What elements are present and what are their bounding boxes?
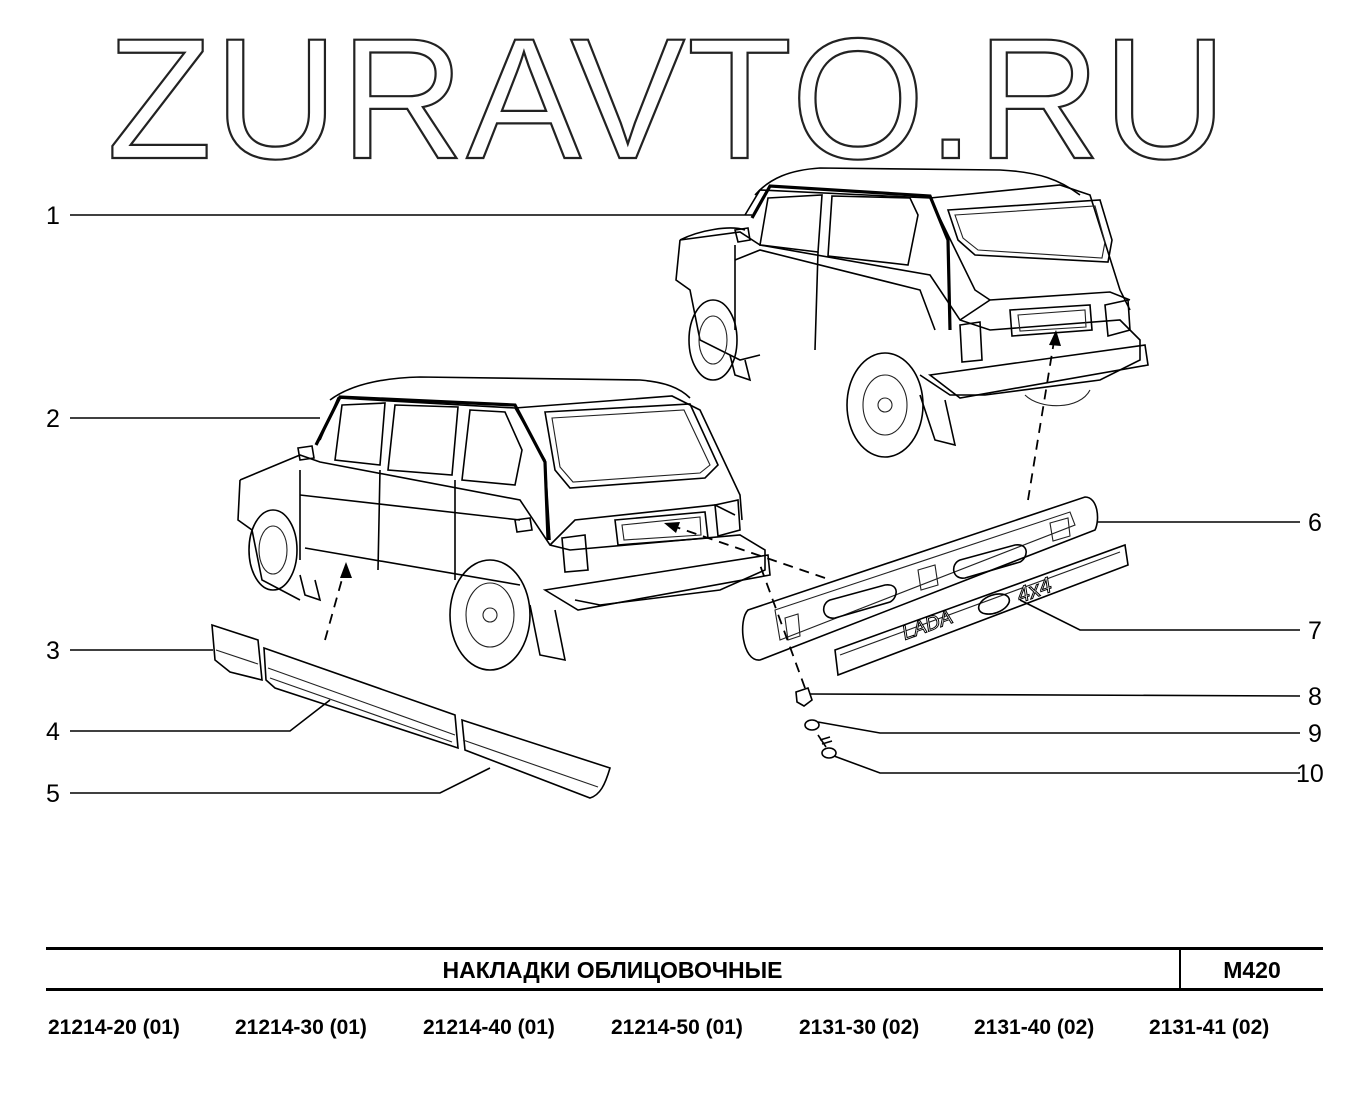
callout-7: 7: [1308, 617, 1322, 645]
assembly-arrows: [325, 330, 1061, 688]
clip-icon: [796, 688, 812, 706]
callout-2: 2: [46, 405, 60, 433]
title-block: [46, 947, 1323, 991]
badge-strip: [835, 545, 1128, 675]
badge-4x4-text: 4x4: [1013, 572, 1056, 608]
model-code: 21214-50 (01): [611, 1016, 743, 1039]
callout-9: 9: [1308, 720, 1322, 748]
diagram-title: НАКЛАДКИ ОБЛИЦОВОЧНЫЕ: [442, 957, 783, 983]
model-code: 2131-41 (02): [1149, 1016, 1270, 1039]
callout-3: 3: [46, 637, 60, 665]
callout-10: 10: [1296, 760, 1324, 788]
vehicle-3door-illustration: [676, 168, 1148, 457]
callout-4: 4: [46, 718, 60, 746]
screw-icon: [818, 735, 832, 747]
model-list: [46, 1016, 1323, 1046]
model-code: 21214-40 (01): [423, 1016, 555, 1039]
washer-icon: [805, 720, 819, 730]
callout-1: 1: [46, 202, 60, 230]
callout-5: 5: [46, 780, 60, 808]
model-code: 21214-20 (01): [48, 1016, 180, 1039]
model-code: 2131-30 (02): [799, 1016, 920, 1039]
badge-lada-text: LADA: [899, 606, 956, 645]
fasteners: [796, 688, 836, 758]
leader-lines: [70, 215, 1300, 793]
watermark-text: ZURAVTO.RU: [106, 3, 1230, 195]
diagram-code: M420: [1223, 957, 1281, 983]
callout-numbers: [46, 202, 1324, 808]
model-code: 21214-30 (01): [235, 1016, 367, 1039]
callout-6: 6: [1308, 509, 1322, 537]
model-code: 2131-40 (02): [974, 1016, 1095, 1039]
vehicle-5door-illustration: [238, 377, 770, 670]
side-mouldings: [212, 625, 610, 798]
callout-8: 8: [1308, 683, 1322, 711]
